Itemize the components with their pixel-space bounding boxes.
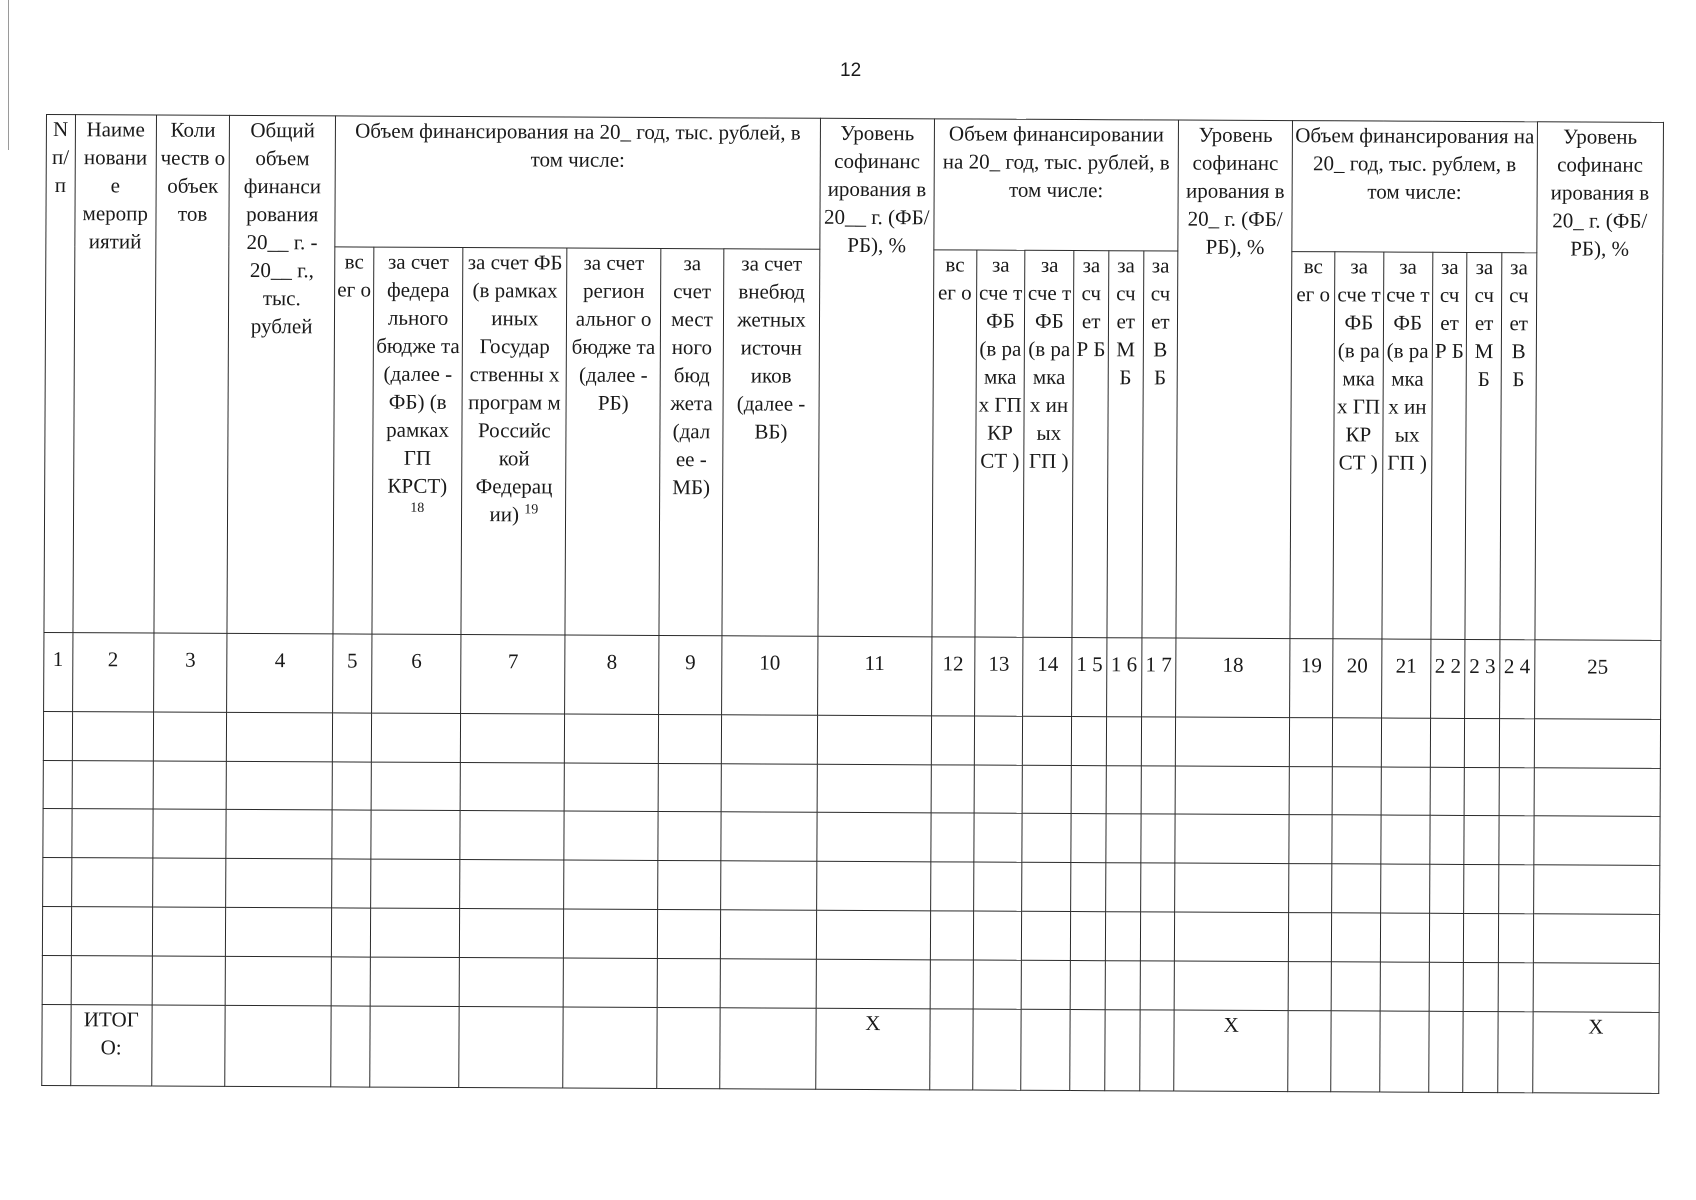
total-empty-cell (972, 1009, 1021, 1091)
table-cell (43, 760, 72, 809)
table-cell (226, 810, 332, 859)
table-cell (1289, 815, 1332, 864)
table-cell (153, 858, 227, 907)
table-cell (1534, 767, 1661, 816)
table-cell (1071, 912, 1106, 961)
table-cell (1533, 914, 1660, 963)
table-cell (43, 858, 72, 907)
table-cell (226, 761, 332, 810)
table-cell (1022, 814, 1071, 863)
table-cell (1290, 717, 1333, 766)
table-cell (332, 713, 371, 762)
table-cell (1465, 718, 1500, 767)
table-cell (1464, 865, 1499, 914)
g1-sub-federal-other (461, 248, 567, 635)
table-cell (72, 760, 154, 809)
table-cell (658, 812, 721, 861)
colnum-cell: 1 6 (1107, 637, 1142, 716)
total-empty-cell (1139, 1009, 1174, 1091)
colnum-cell: 2 (72, 632, 154, 712)
table-cell (1332, 815, 1381, 864)
total-empty-cell (1105, 1009, 1140, 1091)
table-cell (332, 908, 371, 957)
table-cell (973, 862, 1022, 911)
total-empty-cell (459, 1006, 563, 1088)
table-cell (1022, 960, 1071, 1009)
table-cell (816, 910, 930, 959)
table-cell (460, 909, 564, 958)
table-cell (1105, 960, 1140, 1009)
table-cell (225, 956, 331, 1005)
table-cell (1332, 864, 1381, 913)
total-x-mark-3: X (1532, 1011, 1659, 1093)
table-cell (1141, 765, 1176, 814)
table-cell (1175, 912, 1289, 961)
financing-table (41, 114, 1664, 1094)
table-cell (658, 861, 721, 910)
table-cell (1072, 716, 1107, 765)
table-cell (564, 860, 658, 909)
table-cell (1176, 717, 1290, 766)
table-cell (816, 959, 930, 1008)
colnum-cell: 9 (659, 635, 723, 715)
colnum-cell: 13 (974, 637, 1023, 717)
table-cell (370, 908, 460, 957)
table-cell (1430, 816, 1465, 865)
table-cell (931, 813, 974, 862)
table-cell (564, 763, 658, 812)
table-cell (1429, 962, 1464, 1011)
colnum-cell: 10 (722, 635, 818, 715)
table-cell (1140, 863, 1175, 912)
g1-sub-regional: за счет регион альног о бюдже та (далее - РБ) (565, 248, 661, 635)
table-cell (565, 714, 659, 763)
table-cell (1174, 961, 1288, 1010)
table-cell (721, 861, 817, 910)
g3-sub-fb-krst: за сче т ФБ (в ра мка х ГП КР СТ ) (1333, 252, 1384, 639)
table-cell (153, 712, 227, 761)
table-cell (816, 861, 930, 910)
table-cell (43, 809, 72, 858)
header-group2-title: Объем финансировании на 20_ год, тыс. рублей, в том числе: (934, 119, 1179, 251)
table-cell (973, 813, 1022, 862)
g3-sub-vb: за сч ет В Б (1500, 253, 1536, 640)
table-cell (226, 907, 332, 956)
table-cell (1106, 814, 1141, 863)
table-cell (1380, 962, 1429, 1011)
total-empty-cell (563, 1007, 657, 1089)
colnum-cell: 2 3 (1465, 639, 1500, 718)
table-cell (817, 764, 931, 813)
table-cell (152, 956, 226, 1005)
g1-sub-extrabudget: за счет внебюд жетных источн иков (далее - ВБ) (722, 249, 820, 636)
header-group3-title: Объем финансирования на 20_ год, тыс. рублем, в том числе: (1292, 121, 1537, 253)
table-cell (460, 811, 564, 860)
total-empty-cell (42, 1004, 71, 1085)
footnote-18: 18 (410, 500, 425, 517)
total-empty-cell (720, 1007, 816, 1089)
table-cell (1022, 911, 1071, 960)
header-col-total-volume: Общий объем финанси рования 20__ г. - 20__ г., тыс. рублей (227, 115, 335, 633)
table-cell (1498, 962, 1533, 1011)
header-level3: Уровень софинанс ирования в 20_ г. (ФБ/РБ), % (1535, 122, 1664, 640)
table-cell (1289, 913, 1332, 962)
table-cell (1381, 767, 1430, 816)
header-col-number: N п/п (44, 115, 75, 633)
table-cell (1175, 863, 1289, 912)
table-cell (1070, 960, 1105, 1009)
g2-sub-vb: за сч ет В Б (1142, 251, 1178, 638)
table-cell (332, 810, 371, 859)
table-cell (657, 910, 720, 959)
total-x-mark-1: X (816, 1008, 930, 1090)
table-cell (817, 813, 931, 862)
table-cell (152, 907, 226, 956)
table-cell (1463, 962, 1498, 1011)
colnum-cell: 4 (227, 633, 333, 713)
table-cell (1429, 913, 1464, 962)
table-cell (817, 715, 931, 764)
table-cell (1331, 962, 1380, 1011)
table-cell (1381, 815, 1430, 864)
table-cell (1106, 717, 1141, 766)
table-cell (1380, 864, 1429, 913)
table-cell (1289, 864, 1332, 913)
table-cell (973, 960, 1022, 1009)
colnum-cell: 1 7 (1141, 637, 1176, 716)
table-cell (226, 859, 332, 908)
g3-sub-rb: за сч ет Р Б (1431, 252, 1467, 639)
g2-sub-fb-other: за сче т ФБ (в ра мка х ин ых ГП ) (1023, 250, 1074, 637)
table-cell (1464, 767, 1499, 816)
table-cell (974, 765, 1023, 814)
colnum-cell: 20 (1333, 638, 1382, 718)
table-cell (1106, 863, 1141, 912)
table-cell (930, 911, 973, 960)
table-cell (720, 910, 816, 959)
total-empty-cell (225, 1005, 331, 1087)
table-cell (1105, 912, 1140, 961)
table-cell (1175, 766, 1289, 815)
g3-sub-mb: за сч ет М Б (1465, 253, 1501, 640)
table-cell (564, 811, 658, 860)
table-cell (931, 764, 974, 813)
total-x-mark-2: X (1174, 1010, 1288, 1092)
g1-sub-total: вс ег о (333, 247, 374, 634)
total-empty-cell (1331, 1010, 1380, 1092)
table-row (43, 711, 1660, 768)
colnum-cell: 1 5 (1072, 637, 1107, 716)
table-row (43, 809, 1660, 866)
table-cell (1499, 718, 1534, 767)
header-col-count: Коли честв о объек тов (154, 115, 230, 633)
empty-rows (42, 711, 1660, 1012)
table-cell (1140, 961, 1175, 1010)
table-cell (460, 860, 564, 909)
table-cell (460, 957, 564, 1006)
table-cell (1289, 766, 1332, 815)
colnum-cell: 14 (1023, 637, 1072, 717)
table-cell (1140, 912, 1175, 961)
table-cell (1429, 864, 1464, 913)
colnum-cell: 18 (1176, 638, 1290, 718)
g3-sub-total: вс ег о (1290, 252, 1335, 639)
table-cell (1498, 914, 1533, 963)
total-empty-cell (1288, 1010, 1331, 1092)
total-empty-cell (331, 1006, 370, 1088)
colnum-cell: 3 (154, 633, 228, 713)
table-cell (370, 957, 460, 1006)
table-cell (332, 762, 371, 811)
table-cell (371, 811, 461, 860)
header-level1: Уровень софинанс ирования в 20__ г. (ФБ/РБ), % (818, 118, 935, 636)
colnum-cell: 2 2 (1430, 639, 1465, 718)
table-cell (1464, 816, 1499, 865)
scan-margin-line (8, 0, 9, 150)
table-cell (42, 907, 71, 956)
table-cell (721, 715, 817, 764)
header-col-name: Наиме новани е меропр иятий (72, 115, 156, 633)
table-cell (1533, 816, 1660, 865)
column-number-row (44, 632, 1661, 719)
colnum-cell: 8 (565, 635, 659, 715)
total-empty-cell (1463, 1011, 1498, 1093)
g2-sub-rb: за сч ет Р Б (1072, 251, 1108, 638)
total-label: ИТОГ О: (70, 1004, 152, 1086)
table-cell (153, 809, 227, 858)
g3-sub-fb-other: за сче т ФБ (в ра мка х ин ых ГП ) (1382, 252, 1433, 639)
table-cell (658, 714, 721, 763)
g2-sub-mb: за сч ет М Б (1107, 251, 1143, 638)
colnum-cell: 2 4 (1500, 639, 1535, 718)
table-cell (1430, 718, 1465, 767)
table-cell (1499, 816, 1534, 865)
table-cell (331, 957, 370, 1006)
table-cell (720, 959, 816, 1008)
total-row (42, 1004, 1659, 1093)
table-row (43, 760, 1660, 817)
table-cell (153, 761, 227, 810)
total-empty-cell (1070, 1009, 1105, 1091)
table-cell (1533, 865, 1660, 914)
table-cell (71, 955, 153, 1004)
table-cell (43, 711, 72, 760)
colnum-cell: 1 (44, 632, 73, 711)
table-cell (1071, 863, 1106, 912)
table-cell (1071, 765, 1106, 814)
table-cell (930, 862, 973, 911)
table-cell (1430, 767, 1465, 816)
table-cell (461, 713, 565, 762)
table-cell (1381, 718, 1430, 767)
table-cell (461, 762, 565, 811)
table-cell (71, 907, 153, 956)
total-empty-cell (152, 1005, 226, 1087)
g2-sub-total: вс ег о (932, 250, 977, 637)
colnum-cell: 6 (371, 634, 461, 714)
table-cell (71, 809, 153, 858)
g1-sub-federal (372, 247, 463, 634)
total-empty-cell (1021, 1009, 1070, 1091)
table-cell (1332, 718, 1381, 767)
table-cell (721, 812, 817, 861)
table-cell (1175, 814, 1289, 863)
table-row (42, 955, 1659, 1012)
table-cell (371, 762, 461, 811)
table-cell (563, 958, 657, 1007)
table-cell (930, 960, 973, 1009)
table-cell (1023, 765, 1072, 814)
table-cell (974, 716, 1023, 765)
g2-sub-fb-krst: за сче т ФБ (в ра мка х ГП КР СТ ) (975, 250, 1026, 637)
table-cell (564, 909, 658, 958)
table-cell (371, 713, 461, 762)
table-row (42, 907, 1659, 964)
table-cell (1534, 719, 1661, 768)
table-cell (72, 711, 154, 760)
colnum-cell: 25 (1534, 639, 1661, 719)
total-empty-cell (1380, 1011, 1429, 1093)
table-cell (42, 955, 71, 1004)
page-number: 12 (840, 60, 862, 81)
table-row (43, 858, 1660, 915)
total-empty-cell (657, 1007, 721, 1089)
table-cell (1022, 862, 1071, 911)
table-cell (1499, 767, 1534, 816)
g1-sub-federal-other-text: за счет ФБ (в рамках иных Государ ственны х програм м Российс кой Федерац ии) (467, 250, 563, 527)
header-row-top (46, 115, 1664, 254)
table-cell (1380, 913, 1429, 962)
colnum-cell: 21 (1381, 639, 1430, 719)
table-cell (370, 859, 460, 908)
table-cell (658, 763, 721, 812)
colnum-cell: 11 (817, 636, 931, 716)
total-empty-cell (1498, 1011, 1533, 1093)
total-empty-cell (1428, 1011, 1463, 1093)
table-cell (1288, 961, 1331, 1010)
table-cell (1533, 963, 1660, 1012)
colnum-cell: 7 (461, 634, 565, 714)
colnum-cell: 12 (931, 636, 974, 716)
g1-sub-local: за счет мест ного бюд жета (дал ее - МБ) (659, 249, 724, 636)
table-cell (1331, 913, 1380, 962)
g1-sub-federal-text: за счет федера льного бюдже та (далее - ФБ) (в рамках ГП КРСТ) (376, 249, 460, 499)
footnote-19: 19 (524, 502, 539, 518)
table-cell (1071, 814, 1106, 863)
table-cell (227, 712, 333, 761)
table-cell (1499, 865, 1534, 914)
table-cell (332, 859, 371, 908)
colnum-cell: 19 (1290, 638, 1333, 718)
total-empty-cell (930, 1008, 973, 1090)
table-cell (721, 763, 817, 812)
total-empty-cell (370, 1006, 460, 1088)
table-cell (1141, 717, 1176, 766)
table-cell (657, 958, 720, 1007)
header-level2: Уровень софинанс ирования в 20_ г. (ФБ/РБ), % (1176, 120, 1293, 638)
table-cell (1332, 766, 1381, 815)
table-cell (1464, 913, 1499, 962)
table-cell (973, 911, 1022, 960)
table-cell (1023, 716, 1072, 765)
table-cell (1106, 765, 1141, 814)
header-group1-title: Объем финансирования на 20_ год, тыс. рублей, в том числе: (335, 116, 820, 250)
table-cell (931, 716, 974, 765)
table-cell (1140, 814, 1175, 863)
table-cell (71, 858, 153, 907)
colnum-cell: 5 (333, 633, 372, 713)
